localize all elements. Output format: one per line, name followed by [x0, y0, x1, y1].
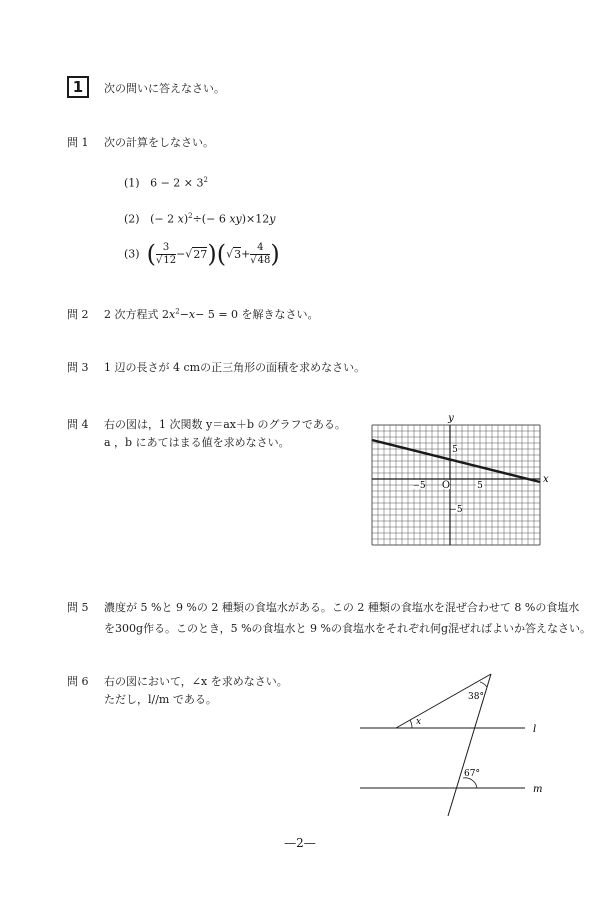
q1-item-3-num: (3) [124, 247, 140, 261]
graph-tick-x-5: 5 [477, 481, 483, 491]
q1-item-2-var-xy: xy [229, 212, 242, 226]
q1-item-2-part-c: ÷(− 6 [192, 212, 226, 226]
q1-item-3-fraction-1-den: 12 [163, 254, 177, 266]
q1-item-3-sqrt27: 27 [193, 247, 208, 261]
angle-67-label: 67° [464, 769, 480, 779]
graph-grid [372, 425, 540, 545]
q1-item-2-exp: 2 [188, 212, 193, 220]
q2-var-x2: x [188, 308, 196, 321]
q1-text: 次の計算をしなさい。 [104, 136, 214, 149]
q5-label: 問 5 [67, 601, 89, 614]
q2-var-x: x [169, 308, 176, 321]
page-number: —2— [284, 836, 316, 850]
q1-item-3: (3) ( $\frac{3}{√12}$ −√27)(√3+ $\frac{4}{√48}$ ) [124, 240, 280, 268]
q1-item-3-fraction-2-den: 48 [257, 254, 271, 266]
q1-label: 問 1 [67, 136, 89, 149]
q1-item-2-part-d: )×12 [241, 212, 270, 226]
q6-line1: 右の図において，∠x を求めなさい。 [104, 675, 288, 688]
angle-38-label: 38° [468, 692, 484, 702]
q5-line2: を300g作る。このとき，5 %の食塩水と 9 %の食塩水をそれぞれ何g混ぜればよいか答えなさい。 [104, 622, 592, 635]
section-intro: 次の問いに答えなさい。 [104, 82, 225, 95]
q2-text-b: − [179, 308, 189, 321]
q1-item-3-sqrt3: 3 [234, 247, 242, 261]
graph-axis-label-y: y [448, 413, 454, 424]
line-m-label: m [533, 784, 543, 795]
q1-item-1-num: (1) [124, 176, 140, 190]
q1-item-3-plus: + [241, 247, 251, 261]
q5-line1: 濃度が 5 %と 9 %の 2 種類の食塩水がある。この 2 種類の食塩水を混ぜ合わせて 8 %の食塩水 [104, 601, 580, 614]
q2-exp: 2 [175, 307, 180, 316]
q4-line2: a ，b にあてはまる値を求めなさい。 [104, 436, 290, 449]
graph-axis-label-x: x [543, 474, 549, 485]
q1-item-1-expr: 6 − 2 × 3 [150, 176, 204, 190]
q1-item-2-var-x: x [177, 212, 184, 226]
q1-item-3-paren-close-1: ) [207, 240, 217, 268]
q1-item-3-minus: − [176, 247, 186, 261]
q4-line1: 右の図は，1 次関数 y＝ax＋b のグラフである。 [104, 418, 346, 431]
graph-tick-y-5: 5 [452, 445, 458, 455]
line-l-label: l [533, 724, 537, 735]
q1-item-3-fraction-1: $\frac{3}{√12}$ [155, 241, 177, 266]
q2-label: 問 2 [67, 308, 89, 321]
q1-item-2 [124, 212, 275, 226]
q3-text: 1 辺の長さが 4 cmの正三角形の面積を求めなさい。 [104, 361, 366, 374]
q2-text-c: − 5 = 0 を解きなさい。 [195, 308, 319, 321]
q1-item-2-num: (2) [124, 212, 140, 226]
q4-label: 問 4 [67, 418, 89, 431]
angle-x-arc [410, 720, 412, 728]
q1-item-3-paren-open-2: ( [216, 240, 227, 268]
angle-67-arc [463, 778, 477, 788]
graph-tick-x-neg5: −5 [412, 481, 426, 491]
q1-item-2-var-y: y [269, 212, 276, 226]
section-number-box [67, 76, 89, 98]
q1-item-3-fraction-1-num: 3 [156, 243, 176, 255]
q6-parallel-lines-figure [360, 668, 550, 818]
q6-label: 問 6 [67, 675, 89, 688]
q1-item-1 [124, 176, 208, 190]
q1-item-2-part-b: ) [183, 212, 189, 226]
q1-item-3-fraction-2-num: 4 [250, 243, 270, 255]
q2-text [104, 306, 319, 322]
q2-text-a: 2 次方程式 2 [104, 308, 169, 321]
angle-38-arc [480, 682, 487, 687]
angle-x-label: x [416, 717, 422, 727]
q1-item-3-paren-open-1: ( [146, 240, 156, 268]
section-number: 1 [72, 78, 84, 96]
q1-item-3-paren-close-2: ) [270, 240, 280, 268]
q1-item-3-fraction-2: $\frac{4}{√48}$ [250, 241, 271, 266]
q4-linear-function-graph [360, 410, 550, 565]
graph-origin-label: O [441, 480, 451, 491]
graph-tick-y-neg5: −5 [449, 505, 463, 515]
q3-label: 問 3 [67, 361, 89, 374]
q1-item-2-part-a: (− 2 [150, 212, 175, 226]
q6-line2: ただし，l//m である。 [104, 693, 217, 706]
q1-item-1-exp: 2 [203, 176, 208, 184]
